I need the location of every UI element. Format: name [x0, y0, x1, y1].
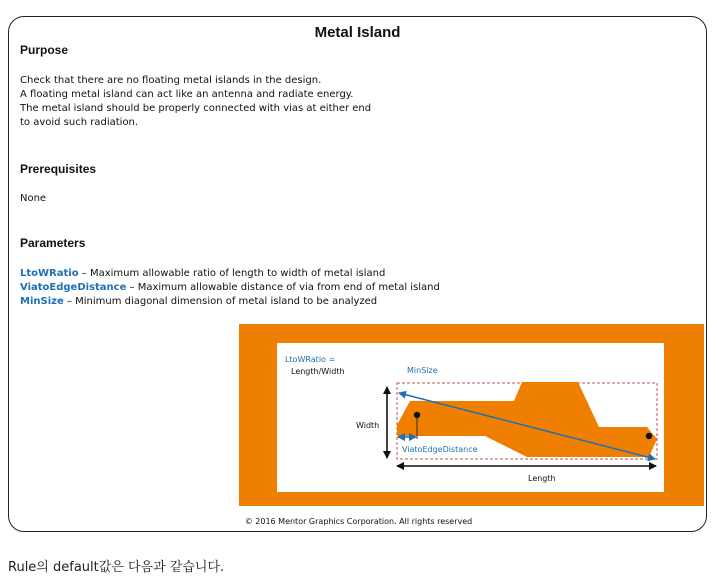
ratio-label-1: LtoWRatio = [285, 355, 336, 364]
purpose-line: to avoid such radiation. [20, 117, 139, 128]
copyright-text: © 2016 Mentor Graphics Corporation. All rights reserved [244, 517, 473, 526]
via-edge-distance-label: ViatoEdgeDistance [402, 445, 478, 454]
parameter-name: ViatoEdgeDistance [20, 282, 127, 293]
metal-island-diagram [277, 343, 664, 492]
parameter-item [20, 281, 440, 295]
purpose-heading: Purpose [20, 43, 69, 57]
width-label: Width [356, 421, 380, 430]
parameter-desc: – Maximum allowable ratio of length to width of metal island [78, 268, 386, 279]
footer-note: Rule의 default값은 다음과 같습니다. [8, 560, 225, 575]
via-right [646, 433, 652, 439]
parameter-item [20, 295, 440, 309]
purpose-line: The metal island should be properly connected with vias at either end [20, 103, 372, 114]
length-label: Length [528, 474, 556, 483]
parameters-heading: Parameters [20, 236, 86, 250]
prerequisites-value: None [20, 193, 47, 204]
parameter-item [20, 267, 440, 281]
parameters-list [20, 267, 440, 309]
purpose-text [20, 74, 371, 130]
purpose-line: A floating metal island can act like an antenna and radiate energy. [20, 89, 354, 100]
parameter-desc: – Maximum allowable distance of via from end of metal island [126, 282, 440, 293]
minsize-label: MinSize [407, 366, 438, 375]
purpose-line: Check that there are no floating metal islands in the design. [20, 75, 322, 86]
panel-title: Metal Island [306, 23, 410, 43]
prerequisites-heading: Prerequisites [20, 162, 97, 176]
parameter-name: LtoWRatio [20, 268, 79, 279]
parameter-name: MinSize [20, 296, 64, 307]
ratio-label-2: Length/Width [291, 367, 345, 376]
parameter-desc: – Minimum diagonal dimension of metal island to be analyzed [63, 296, 378, 307]
